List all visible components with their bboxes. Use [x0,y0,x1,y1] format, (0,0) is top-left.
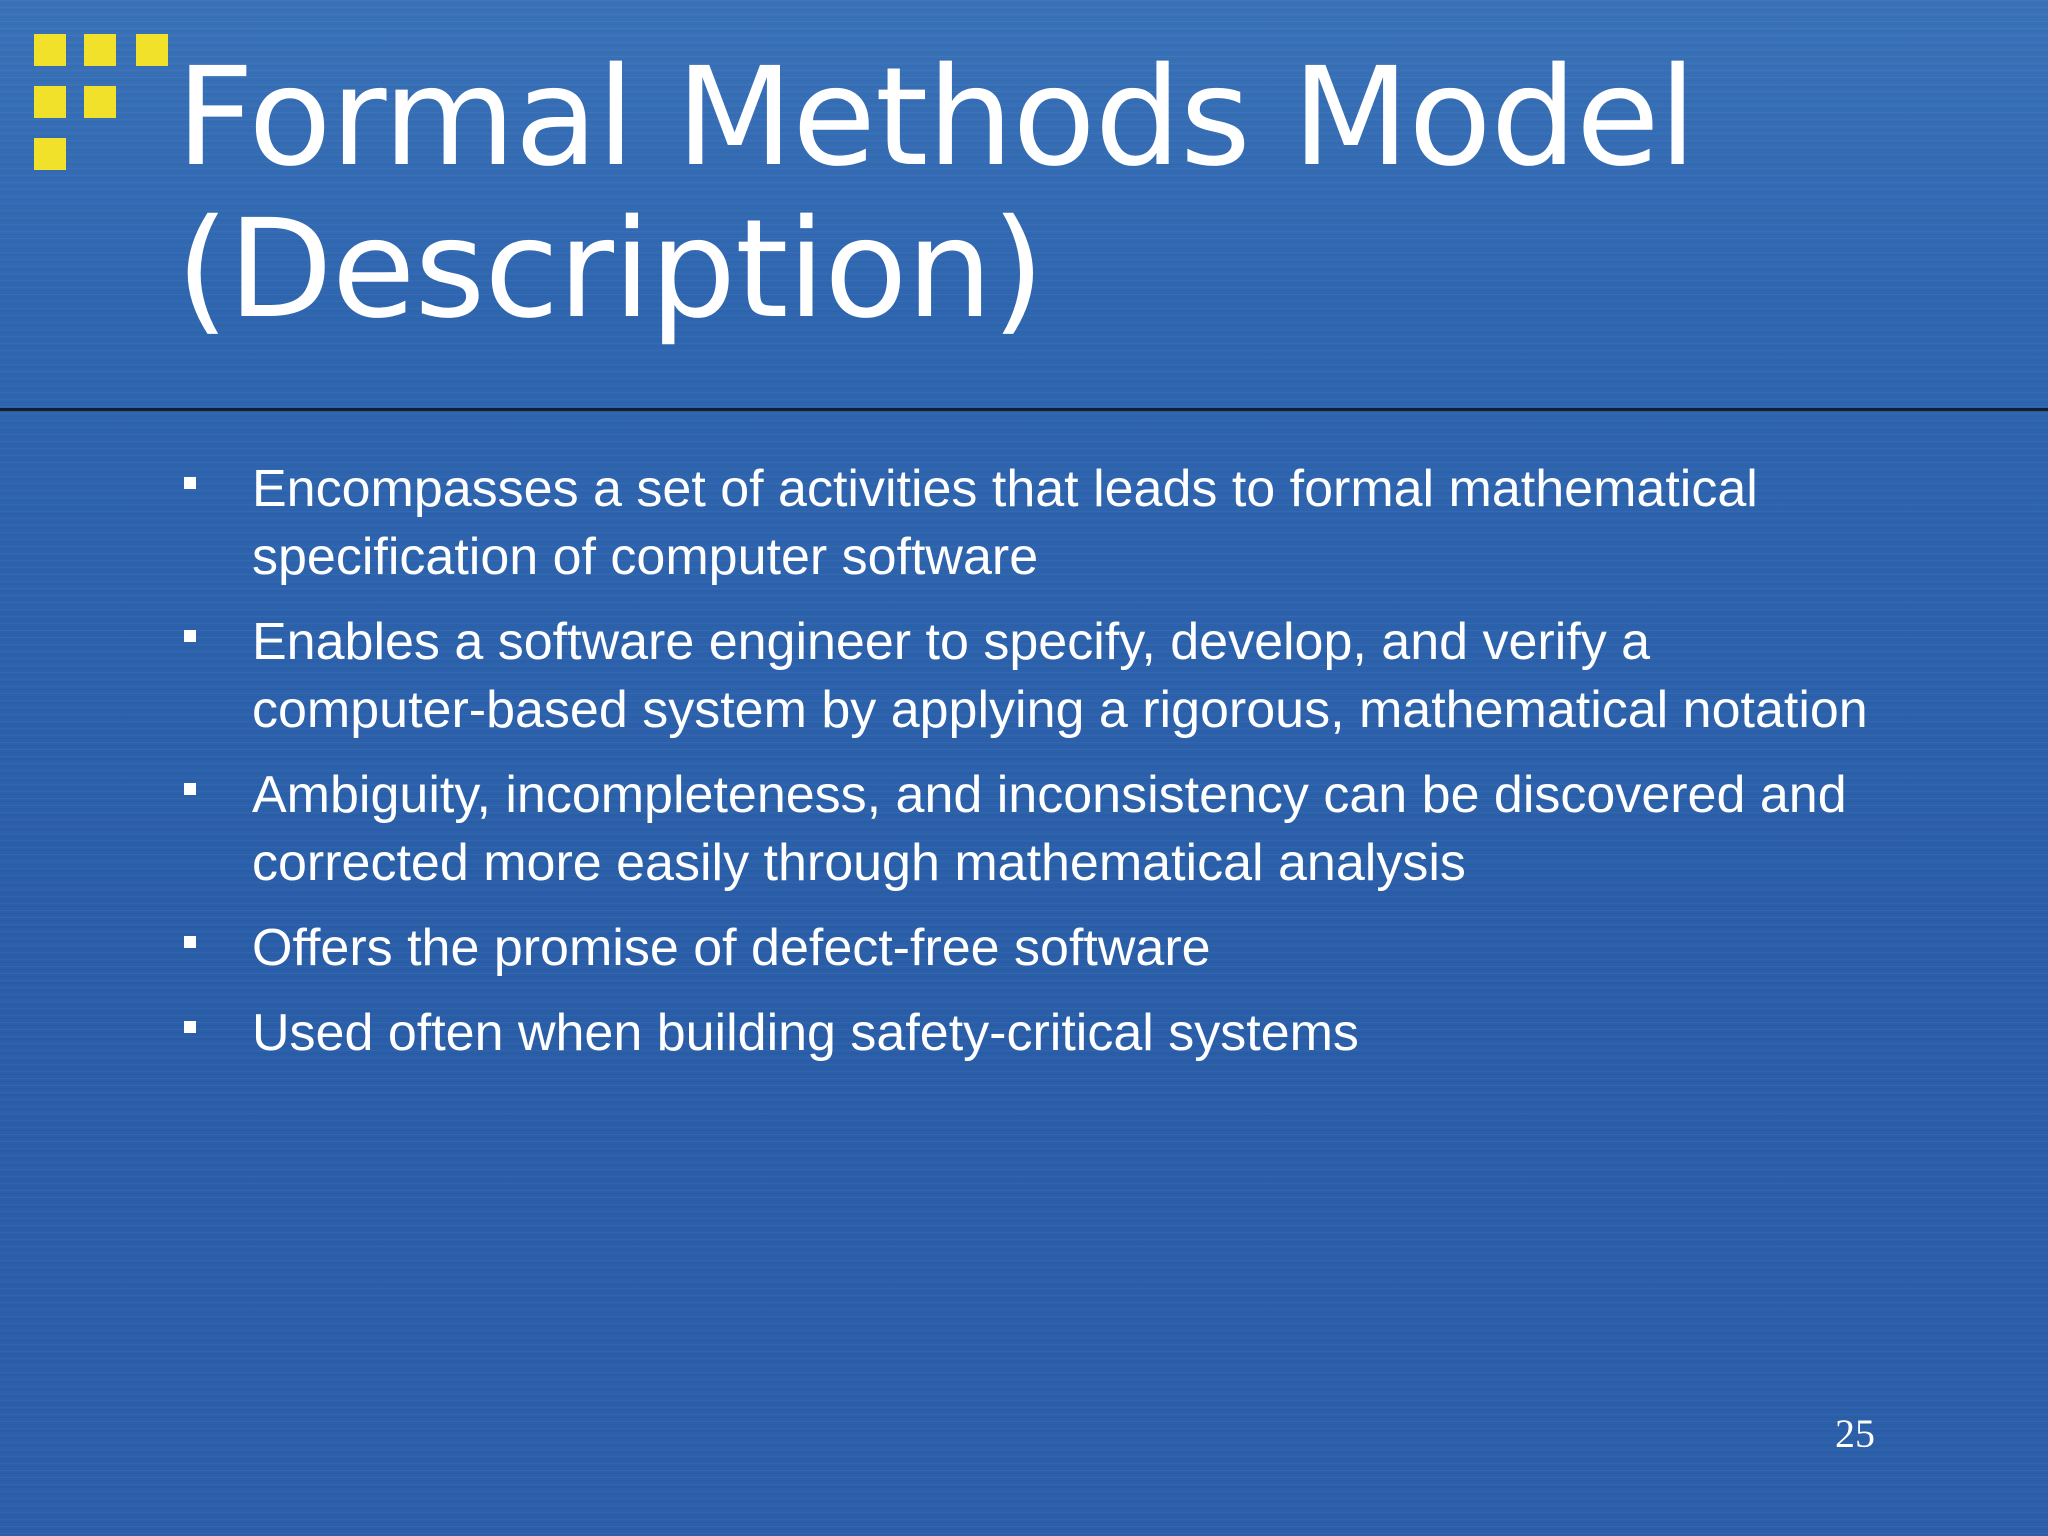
bullet-text: Encompasses a set of activities that leads to formal mathematical specification of computer software [252,460,1758,586]
bullet-item [176,914,1876,982]
slide-title-line-1: Formal Methods Model [176,39,1696,197]
page-number: 25 [1835,1411,1875,1456]
bullet-item [176,608,1876,744]
bullet-item [176,999,1876,1067]
bullet-text: Enables a software engineer to specify, develop, and verify a computer-based system by applying a rigorous, mathematical notation [252,613,1868,739]
yellow-squares-logo-icon [34,34,174,174]
bullet-item [176,455,1876,591]
bullet-list [176,455,1876,1084]
bullet-item [176,761,1876,897]
square-bullet-icon [184,936,196,948]
bullet-text: Used often when building safety-critical systems [252,1004,1359,1062]
slide-title [176,39,1976,349]
square-bullet-icon [184,783,196,795]
bullet-text: Ambiguity, incompleteness, and inconsistency can be discovered and corrected more easily through mathematical analysis [252,766,1847,892]
square-bullet-icon [184,630,196,642]
square-bullet-icon [184,477,196,489]
square-bullet-icon [184,1021,196,1033]
bullet-text: Offers the promise of defect-free software [252,919,1211,977]
slide-title-line-2: (Description) [176,191,1044,349]
title-divider [0,408,2048,412]
